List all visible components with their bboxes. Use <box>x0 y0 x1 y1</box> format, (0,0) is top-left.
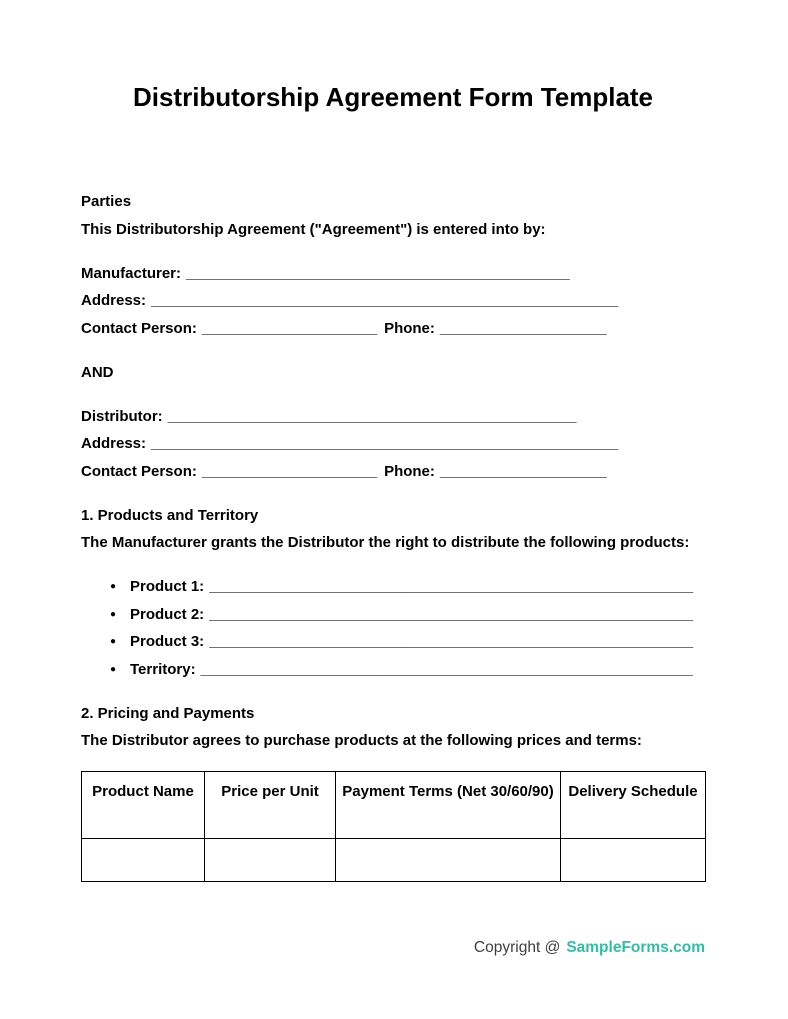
parties-intro: This Distributorship Agreement ("Agreement") is entered into by: <box>81 220 546 238</box>
table-cell <box>336 839 561 882</box>
table-cell <box>561 839 706 882</box>
phone-label: Phone: <box>384 462 435 480</box>
product-1-blank: __________________________________________________________ <box>209 578 694 595</box>
bullet-icon: ● <box>110 663 117 675</box>
product-2-label: Product 2: <box>130 605 205 623</box>
footer-brand-link[interactable]: SampleForms.com <box>566 939 705 956</box>
table-cell <box>82 839 205 882</box>
table-cell <box>205 839 336 882</box>
phone-blank: ____________________ <box>439 462 607 480</box>
distributor-contact-line <box>81 458 705 486</box>
pricing-heading: 2. Pricing and Payments <box>81 704 255 722</box>
parties-heading: Parties <box>81 193 132 210</box>
contact-person-label: Contact Person: <box>81 462 197 480</box>
table-header-payment-terms: Payment Terms (Net 30/60/90) <box>336 772 561 839</box>
product-3-blank: __________________________________________________________ <box>209 633 694 650</box>
territory-label: Territory: <box>130 660 196 678</box>
products-territory-heading: 1. Products and Territory <box>81 506 259 524</box>
bullet-icon: ● <box>110 581 117 592</box>
table-header-row <box>82 772 706 839</box>
address-blank: ________________________________________________________ <box>151 292 619 309</box>
pricing-body: The Distributor agrees to purchase products at the following prices and terms: <box>81 732 642 749</box>
product-2-blank: __________________________________________________________ <box>209 605 694 623</box>
products-territory-section <box>81 502 705 557</box>
phone-blank: ____________________ <box>439 319 607 337</box>
address-blank: ________________________________________________________ <box>151 435 619 452</box>
copyright-text: Copyright @ <box>473 939 561 956</box>
manufacturer-label: Manufacturer: <box>81 264 182 282</box>
table-header-product-name: Product Name <box>82 772 205 839</box>
products-list-block <box>81 573 705 683</box>
phone-label: Phone: <box>384 319 435 337</box>
and-separator-block <box>81 359 705 387</box>
distributor-label: Distributor: <box>81 407 163 425</box>
manufacturer-address-line <box>81 287 705 315</box>
territory-blank: ___________________________________________________________ <box>200 660 693 678</box>
product-1-label: Product 1: <box>130 578 205 595</box>
manufacturer-contact-line <box>81 315 705 343</box>
document-title: Distributorship Agreement Form Template <box>132 82 654 112</box>
table-header-price-per-unit: Price per Unit <box>205 772 336 839</box>
list-item-product-1 <box>110 573 705 601</box>
list-item-territory <box>110 656 705 684</box>
footer <box>81 937 705 959</box>
table-header-delivery-schedule: Delivery Schedule <box>561 772 706 839</box>
pricing-section <box>81 700 705 755</box>
distributor-line <box>81 403 705 431</box>
bullet-icon: ● <box>110 636 117 647</box>
list-item-product-3 <box>110 628 705 656</box>
manufacturer-blank: ______________________________________________ <box>186 264 570 282</box>
contact-person-blank: _____________________ <box>201 319 378 337</box>
bullet-icon: ● <box>110 608 117 620</box>
address-label: Address: <box>81 435 147 452</box>
distributor-block <box>81 403 705 486</box>
list-item-product-2 <box>110 601 705 629</box>
document-body <box>81 188 705 959</box>
address-label: Address: <box>81 292 147 309</box>
product-3-label: Product 3: <box>130 633 205 650</box>
products-territory-body: The Manufacturer grants the Distributor the right to distribute the following products: <box>81 534 690 551</box>
pricing-table <box>81 771 706 882</box>
table-body-row <box>82 839 706 882</box>
contact-person-label: Contact Person: <box>81 319 197 337</box>
distributor-blank: _________________________________________________ <box>167 407 577 425</box>
parties-section <box>81 188 705 243</box>
and-separator: AND <box>81 363 114 381</box>
products-list <box>81 573 705 683</box>
manufacturer-block <box>81 260 705 343</box>
manufacturer-line <box>81 260 705 288</box>
distributor-address-line <box>81 430 705 458</box>
contact-person-blank: _____________________ <box>201 462 378 480</box>
